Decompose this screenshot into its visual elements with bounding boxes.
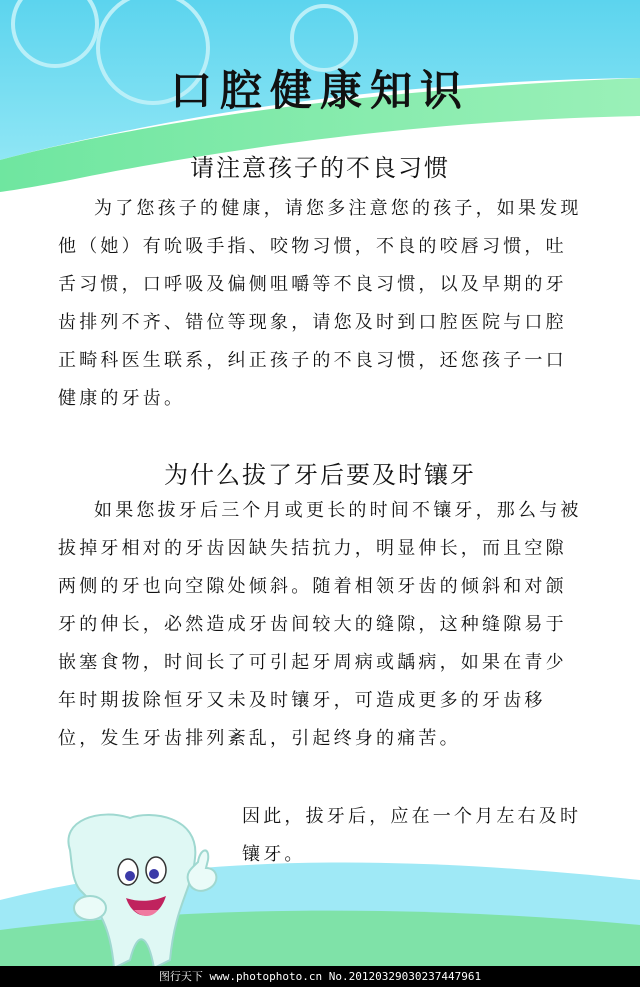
- footer-watermark: 图行天下 www.photophoto.cn No.20120329030237447961: [0, 966, 640, 987]
- section1-body: 为了您孩子的健康，请您多注意您的孩子，如果发现他（她）有吮吸手指、咬物习惯，不良的咬唇习惯，吐舌习惯，口呼吸及偏侧咀嚼等不良习惯，以及早期的牙齿排列不齐、错位等现象，请您及时到口腔医院与口腔正畸科医生联系，纠正孩子的不良习惯，还您孩子一口健康的牙齿。: [58, 198, 582, 409]
- section2-conclusion: 因此，拔牙后，应在一个月左右及时镶牙。: [242, 806, 582, 865]
- section2-body: 如果您拔牙后三个月或更长的时间不镶牙，那么与被拔掉牙相对的牙齿因缺失拮抗力，明显伸长，而且空隙两侧的牙也向空隙处倾斜。随着相领牙齿的倾斜和对颌牙的伸长，必然造成牙齿间较大的缝隙，这种缝隙易于嵌塞食物，时间长了可引起牙周病或龋病，如果在青少年时期拔除恒牙又未及时镶牙，可造成更多的牙齿移位，发生牙齿排列紊乱，引起终身的痛苦。: [58, 500, 582, 749]
- page-title: 口腔健康知识: [169, 66, 470, 115]
- section1-heading: 请注意孩子的不良习惯: [190, 154, 450, 182]
- section2-heading: 为什么拔了牙后要及时镶牙: [164, 461, 476, 489]
- smiling-tooth-thumbs-up-icon: [50, 810, 230, 970]
